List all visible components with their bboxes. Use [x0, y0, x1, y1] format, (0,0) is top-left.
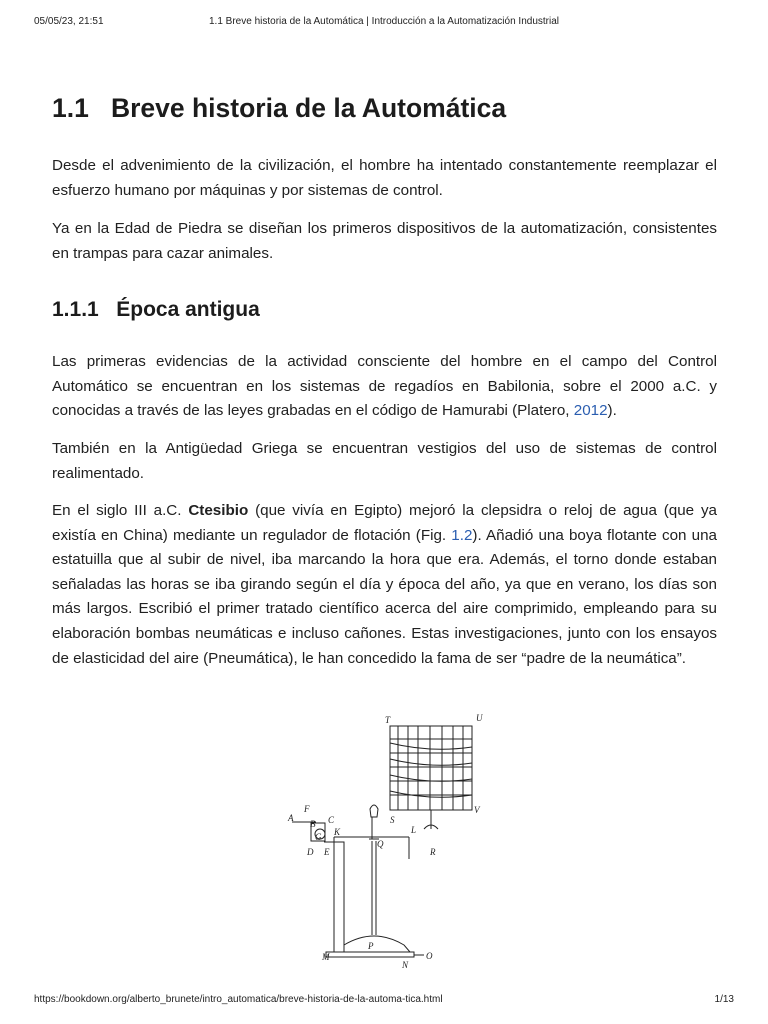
figure-label: B — [310, 819, 316, 829]
subsection-title: Época antigua — [116, 298, 260, 321]
clepsydra-figure — [284, 709, 486, 975]
figure-label: K — [334, 827, 341, 837]
print-page-title: 1.1 Breve historia de la Automática | Introducción a la Automatización Industrial — [208, 16, 559, 27]
page-number: 1/13 — [714, 994, 734, 1005]
figure-link[interactable]: 1.2 — [451, 526, 473, 544]
citation-link[interactable]: 2012 — [573, 402, 608, 420]
figure-label: M — [322, 952, 330, 962]
figure-label: S — [390, 815, 395, 825]
figure-label: R — [430, 847, 436, 857]
page-url: https://bookdown.org/alberto_brunete/intro_automatica/breve-historia-de-la-automa-tica.html — [34, 994, 443, 1005]
figure-label: U — [476, 713, 483, 723]
paragraph — [52, 499, 717, 671]
figure-label: P — [368, 941, 374, 951]
paragraph-text: (que vivía en Egipto) mejoró la clepsidra o reloj de agua (que ya existía en China) mediante un regulador de flotación (Fig. — [52, 502, 717, 544]
print-footer — [34, 994, 734, 1008]
section-title: Breve historia de la Automática — [110, 93, 507, 123]
paragraph — [52, 350, 717, 424]
paragraph: Desde el advenimiento de la civilización, el hombre ha intentado constantemente reemplazar el esfuerzo humano por máquinas y por sistemas de control. — [52, 157, 717, 199]
paragraph-text: En el siglo III a.C. — [52, 502, 189, 519]
paragraph-text: ). Añadió una boya flotante con una estatuilla que al subir de nivel, iba marcando la hora que era. Además, el torno donde estaban señaladas las horas se iba girando según el día y época del año, ya que en verano, los días son más largos. Escribió el primer tratado científico acerca del aire comprimido, empleando para su elaboración bombas neumáticas e incluso cañones. Estas investigaciones, junto con los ensayos de elasticidad del aire (Pneumática), le han concedido la fama de ser “padre de la neumática”. — [52, 526, 717, 667]
paragraph: Ya en la Edad de Piedra se diseñan los primeros dispositivos de la automatización, consistentes en trampas para cazar animales. — [52, 220, 717, 262]
figure-label: G — [315, 832, 322, 842]
figure-label: Q — [377, 839, 384, 849]
figure-label: F — [304, 804, 310, 814]
figure-label: O — [426, 951, 433, 961]
section-number: 1.1 — [52, 93, 89, 123]
clepsydra-drawing — [284, 709, 486, 975]
section-heading — [52, 93, 506, 124]
figure-label: L — [411, 825, 417, 835]
figure-label: N — [402, 960, 409, 970]
figure-label: T — [385, 715, 391, 725]
subsection-number: 1.1.1 — [52, 298, 99, 321]
figure-label: V — [474, 805, 480, 815]
figure-label: C — [328, 815, 335, 825]
figure-label: A — [288, 813, 294, 823]
figure-label: D — [307, 847, 314, 857]
paragraph-text: Las primeras evidencias de la actividad consciente del hombre en el campo del Control Automático se encuentran en los sistemas de regadíos en Babilonia, sobre el 2000 a.C. y conocidas a través de las leyes grabadas en el código de Hamurabi (Platero, — [52, 353, 717, 420]
figure-label: E — [324, 847, 330, 857]
paragraph: También en la Antigüedad Griega se encuentran vestigios del uso de sistemas de control realimentado. — [52, 440, 717, 482]
paragraph-text: ). — [607, 402, 617, 420]
print-header — [34, 16, 734, 30]
subsection-heading — [52, 298, 260, 322]
print-date: 05/05/23, 21:51 — [34, 16, 104, 27]
person-name: Ctesibio — [188, 502, 249, 519]
